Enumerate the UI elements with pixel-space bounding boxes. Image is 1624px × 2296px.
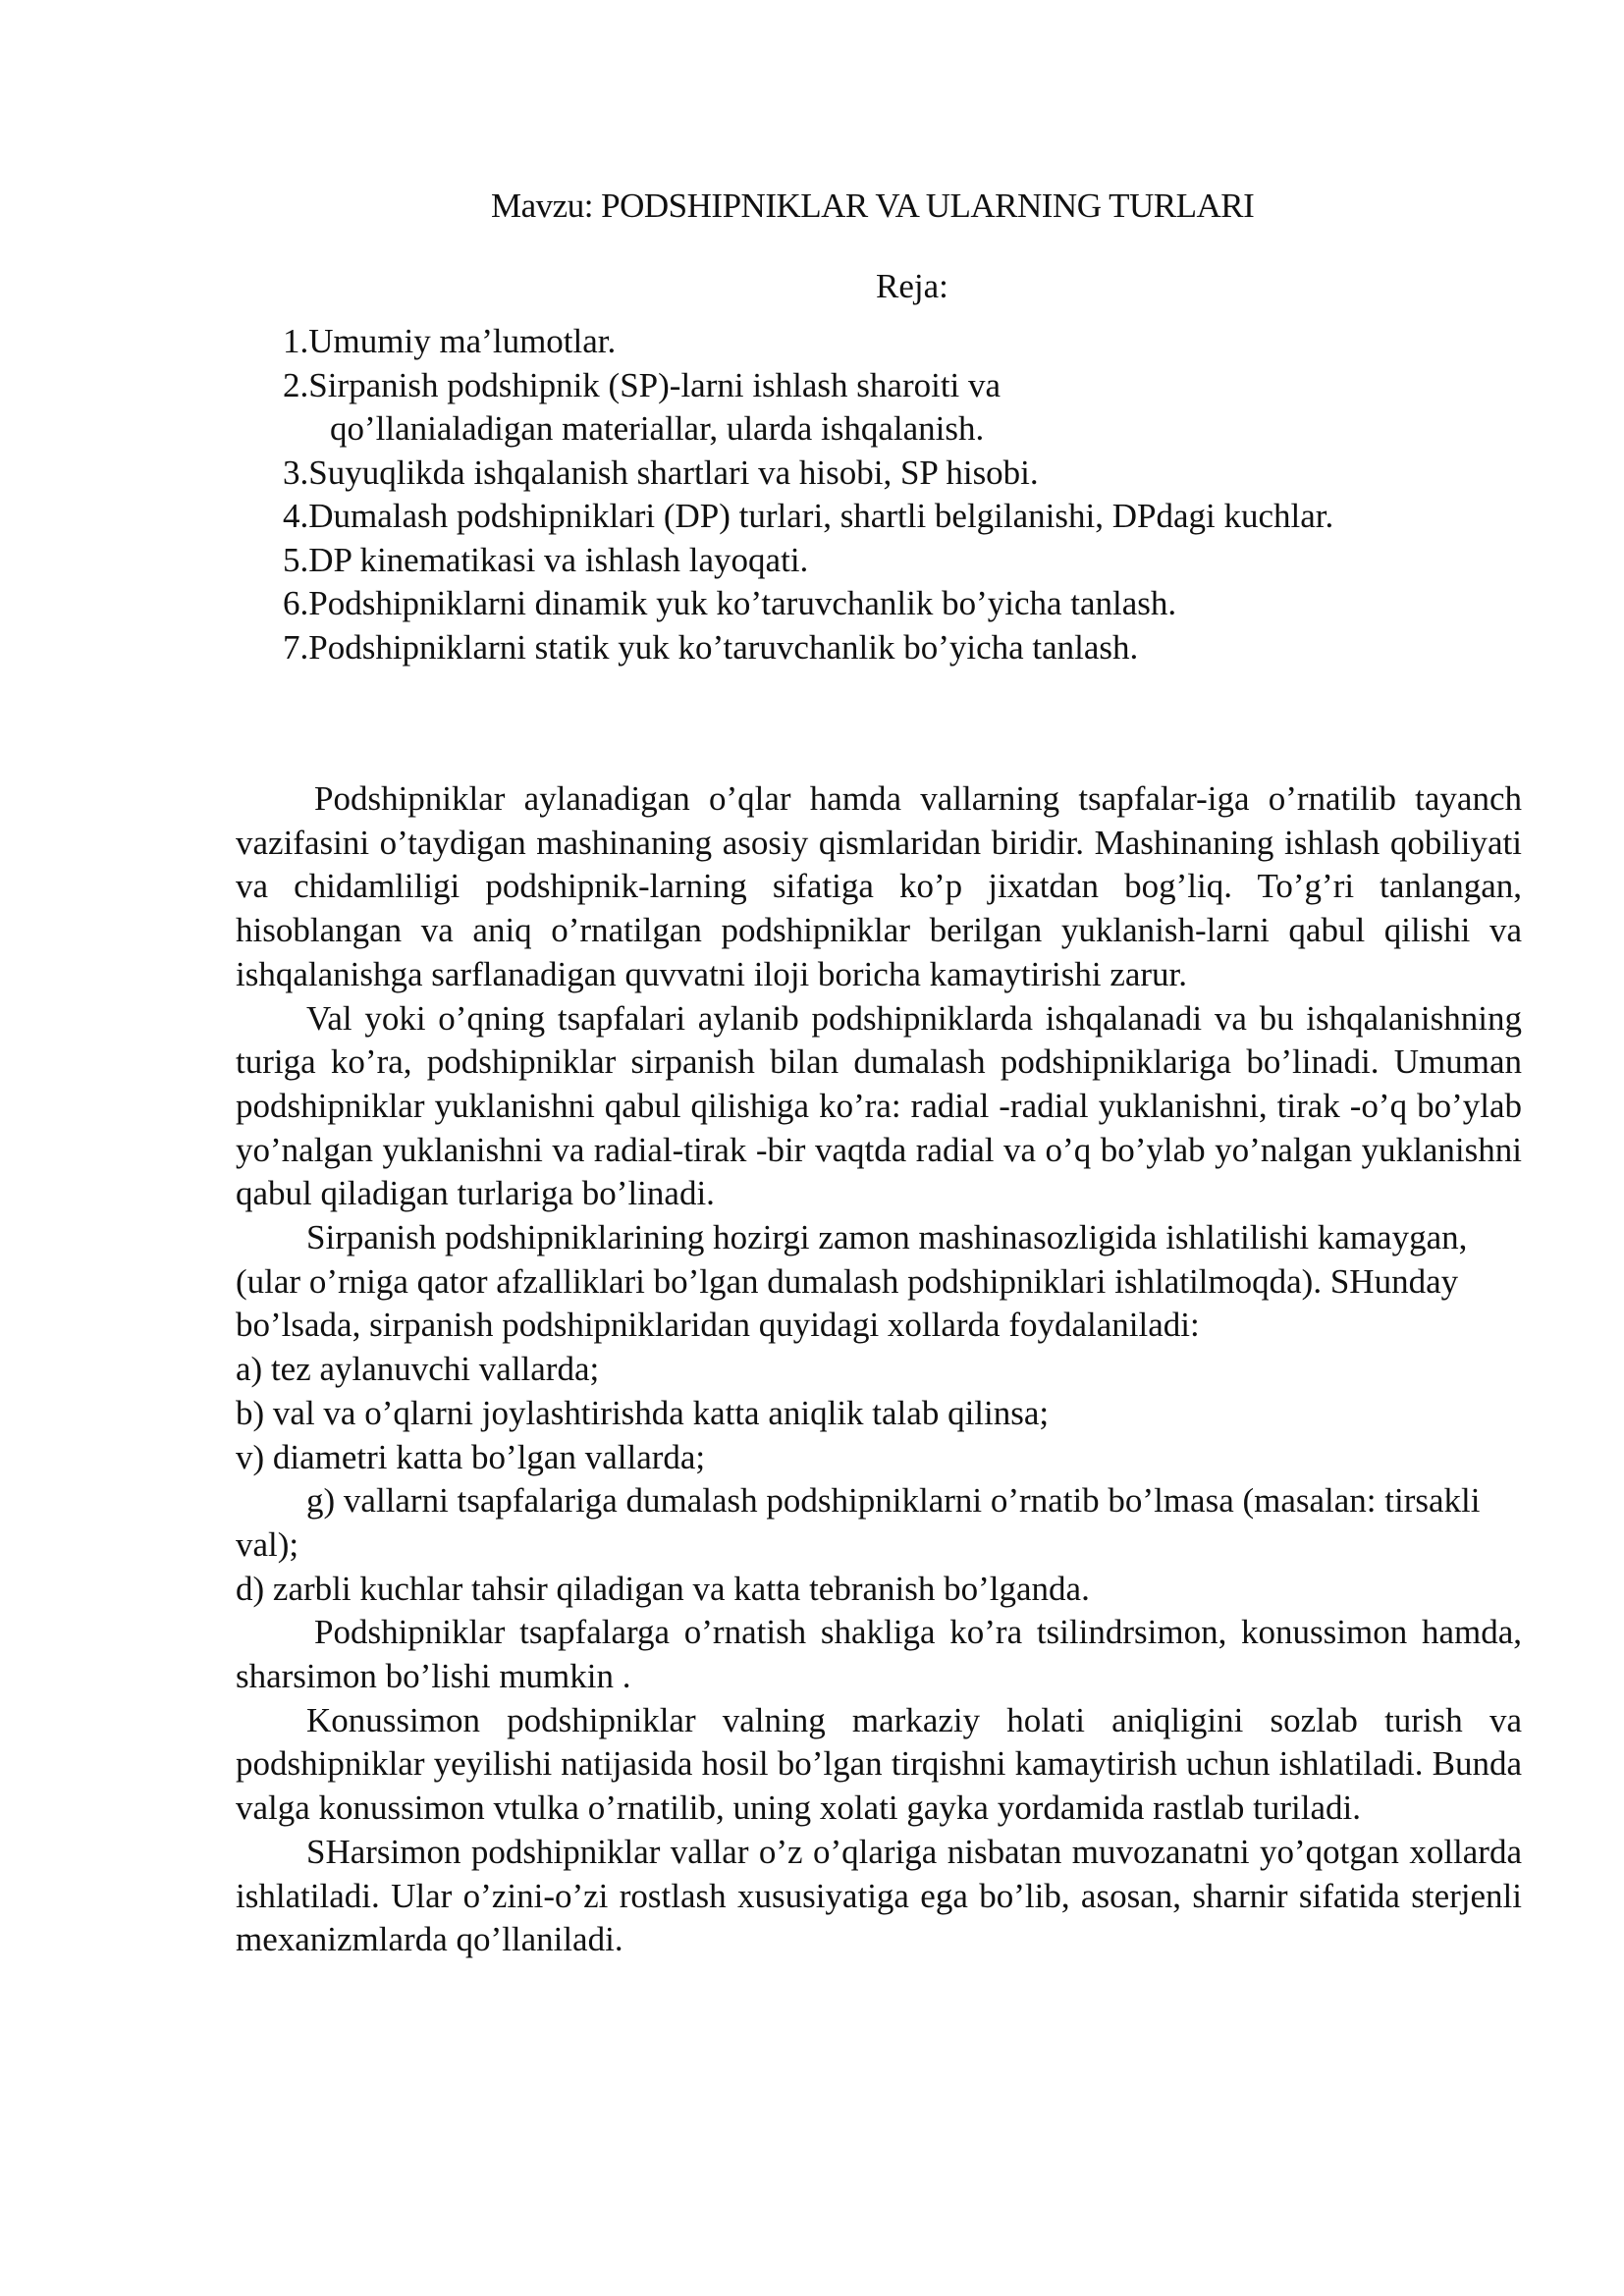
list-item: d) zarbli kuchlar tahsir qiladigan va katta tebranish bo’lganda. — [236, 1569, 1090, 1608]
plan-item-text: 5.DP kinematikasi va ishlash layoqati. — [283, 540, 809, 579]
plan-item — [283, 495, 1540, 539]
body-text — [236, 777, 1522, 1962]
paragraph: Konussimon podshipniklar valning markaziy holati aniqligini sozlab turish va podshipniklar yeyilishi natijasida hosil bo’lgan tirqishni kamaytirish uchun ishlatiladi. Bunda valga konussimon vtulka o’rnatilib, uning xolati gayka yordamida rastlab turiladi. — [236, 1700, 1522, 1828]
plan-item-text: 2.Sirpanish podshipnik (SP)-larni ishlash sharoiti va — [283, 365, 1001, 404]
list-item: g) vallarni tsapfalariga dumalash podshipniklarni o’rnatib bo’lmasa (masalan: tirsakli val); — [236, 1481, 1481, 1564]
paragraph: Podshipniklar tsapfalarga o’rnatish shakliga ko’ra tsilindrsimon, konussimon hamda, sharsimon bo’lishi mumkin . — [236, 1613, 1522, 1696]
list-item: v) diametri katta bo’lgan vallarda; — [236, 1437, 706, 1476]
paragraph: SHarsimon podshipniklar vallar o’z o’qlariga nisbatan muvozanatni yo’qotgan xollarda ishlatiladi. Ular o’zini-o’zi rostlash xususiyatiga ega bo’lib, asosan, sharnir sifatida sterjenli mexanizmlarda qo’llaniladi. — [236, 1832, 1522, 1959]
plan-item-text: 3.Suyuqlikda ishqalanish shartlari va hisobi, SP hisobi. — [283, 453, 1039, 492]
plan-item — [283, 452, 1540, 496]
plan-item-text: 4.Dumalash podshipniklari (DP) turlari, shartli belgilanishi, DPdagi kuchlar. — [283, 497, 1334, 535]
plan-item — [283, 364, 1540, 452]
plan-item — [283, 539, 1540, 583]
list-item: b) val va o’qlarni joylashtirishda katta aniqlik talab qilinsa; — [236, 1393, 1050, 1432]
plan-item — [283, 582, 1540, 626]
document-title: Mavzu: PODSHIPNIKLAR VA ULARNING TURLARI — [491, 187, 1255, 225]
plan-item — [283, 320, 1540, 364]
paragraph: Sirpanish podshipniklarining hozirgi zamon mashinasozligida ishlatilishi kamaygan, (ular o’rniga qator afzalliklari bo’lgan dumalash podshipniklari ishlatilmoqda). SHunday bo’lsada, sirpanish podshipniklaridan quyidagi xollarda foydalaniladi: — [236, 1218, 1468, 1345]
paragraph: Val yoki o’qning tsapfalari aylanib podshipniklarda ishqalanadi va bu ishqalanishning turiga ko’ra, podshipniklar sirpanish bilan dumalash podshipniklariga bo’linadi. Umuman podshipniklar yuklanishni qabul qilishiga ko’ra: radial -radial yuklanishni, tirak -o’q bo’ylab yo’nalgan yuklanishni va radial-tirak -bir vaqtda radial va o’q bo’ylab yo’nalgan yuklanishni qabul qiladigan turlariga bo’linadi. — [236, 998, 1522, 1213]
plan-item-text: 6.Podshipniklarni dinamik yuk ko’taruvchanlik bo’yicha tanlash. — [283, 584, 1177, 622]
paragraph: Podshipniklar aylanadigan o’qlar hamda vallarning tsapfalar-iga o’rnatilib tayanch vazifasini o’taydigan mashinaning asosiy qismlaridan biridir. Mashinaning ishlash qobiliyati va chidamliligi podshipnik-larning sifatiga ko’p jixatdan bog’liq. To’g’ri tanlangan, hisoblangan va aniq o’rnatilgan podshipniklar berilgan yuklanish-larni qabul qilishi va ishqalanishga sarflanadigan quvvatni iloji boricha kamaytirishi zarur. — [236, 779, 1522, 993]
plan-list — [283, 320, 1540, 669]
plan-item-text: 1.Umumiy ma’lumotlar. — [283, 322, 617, 360]
list-item: a) tez aylanuvchi vallarda; — [236, 1350, 600, 1389]
plan-item-continuation: qo’llanialadigan materiallar, ularda ishqalanish. — [330, 409, 985, 448]
plan-item — [283, 626, 1540, 670]
plan-heading: Reja: — [876, 267, 948, 305]
plan-item-text: 7.Podshipniklarni statik yuk ko’taruvchanlik bo’yicha tanlash. — [283, 627, 1139, 667]
